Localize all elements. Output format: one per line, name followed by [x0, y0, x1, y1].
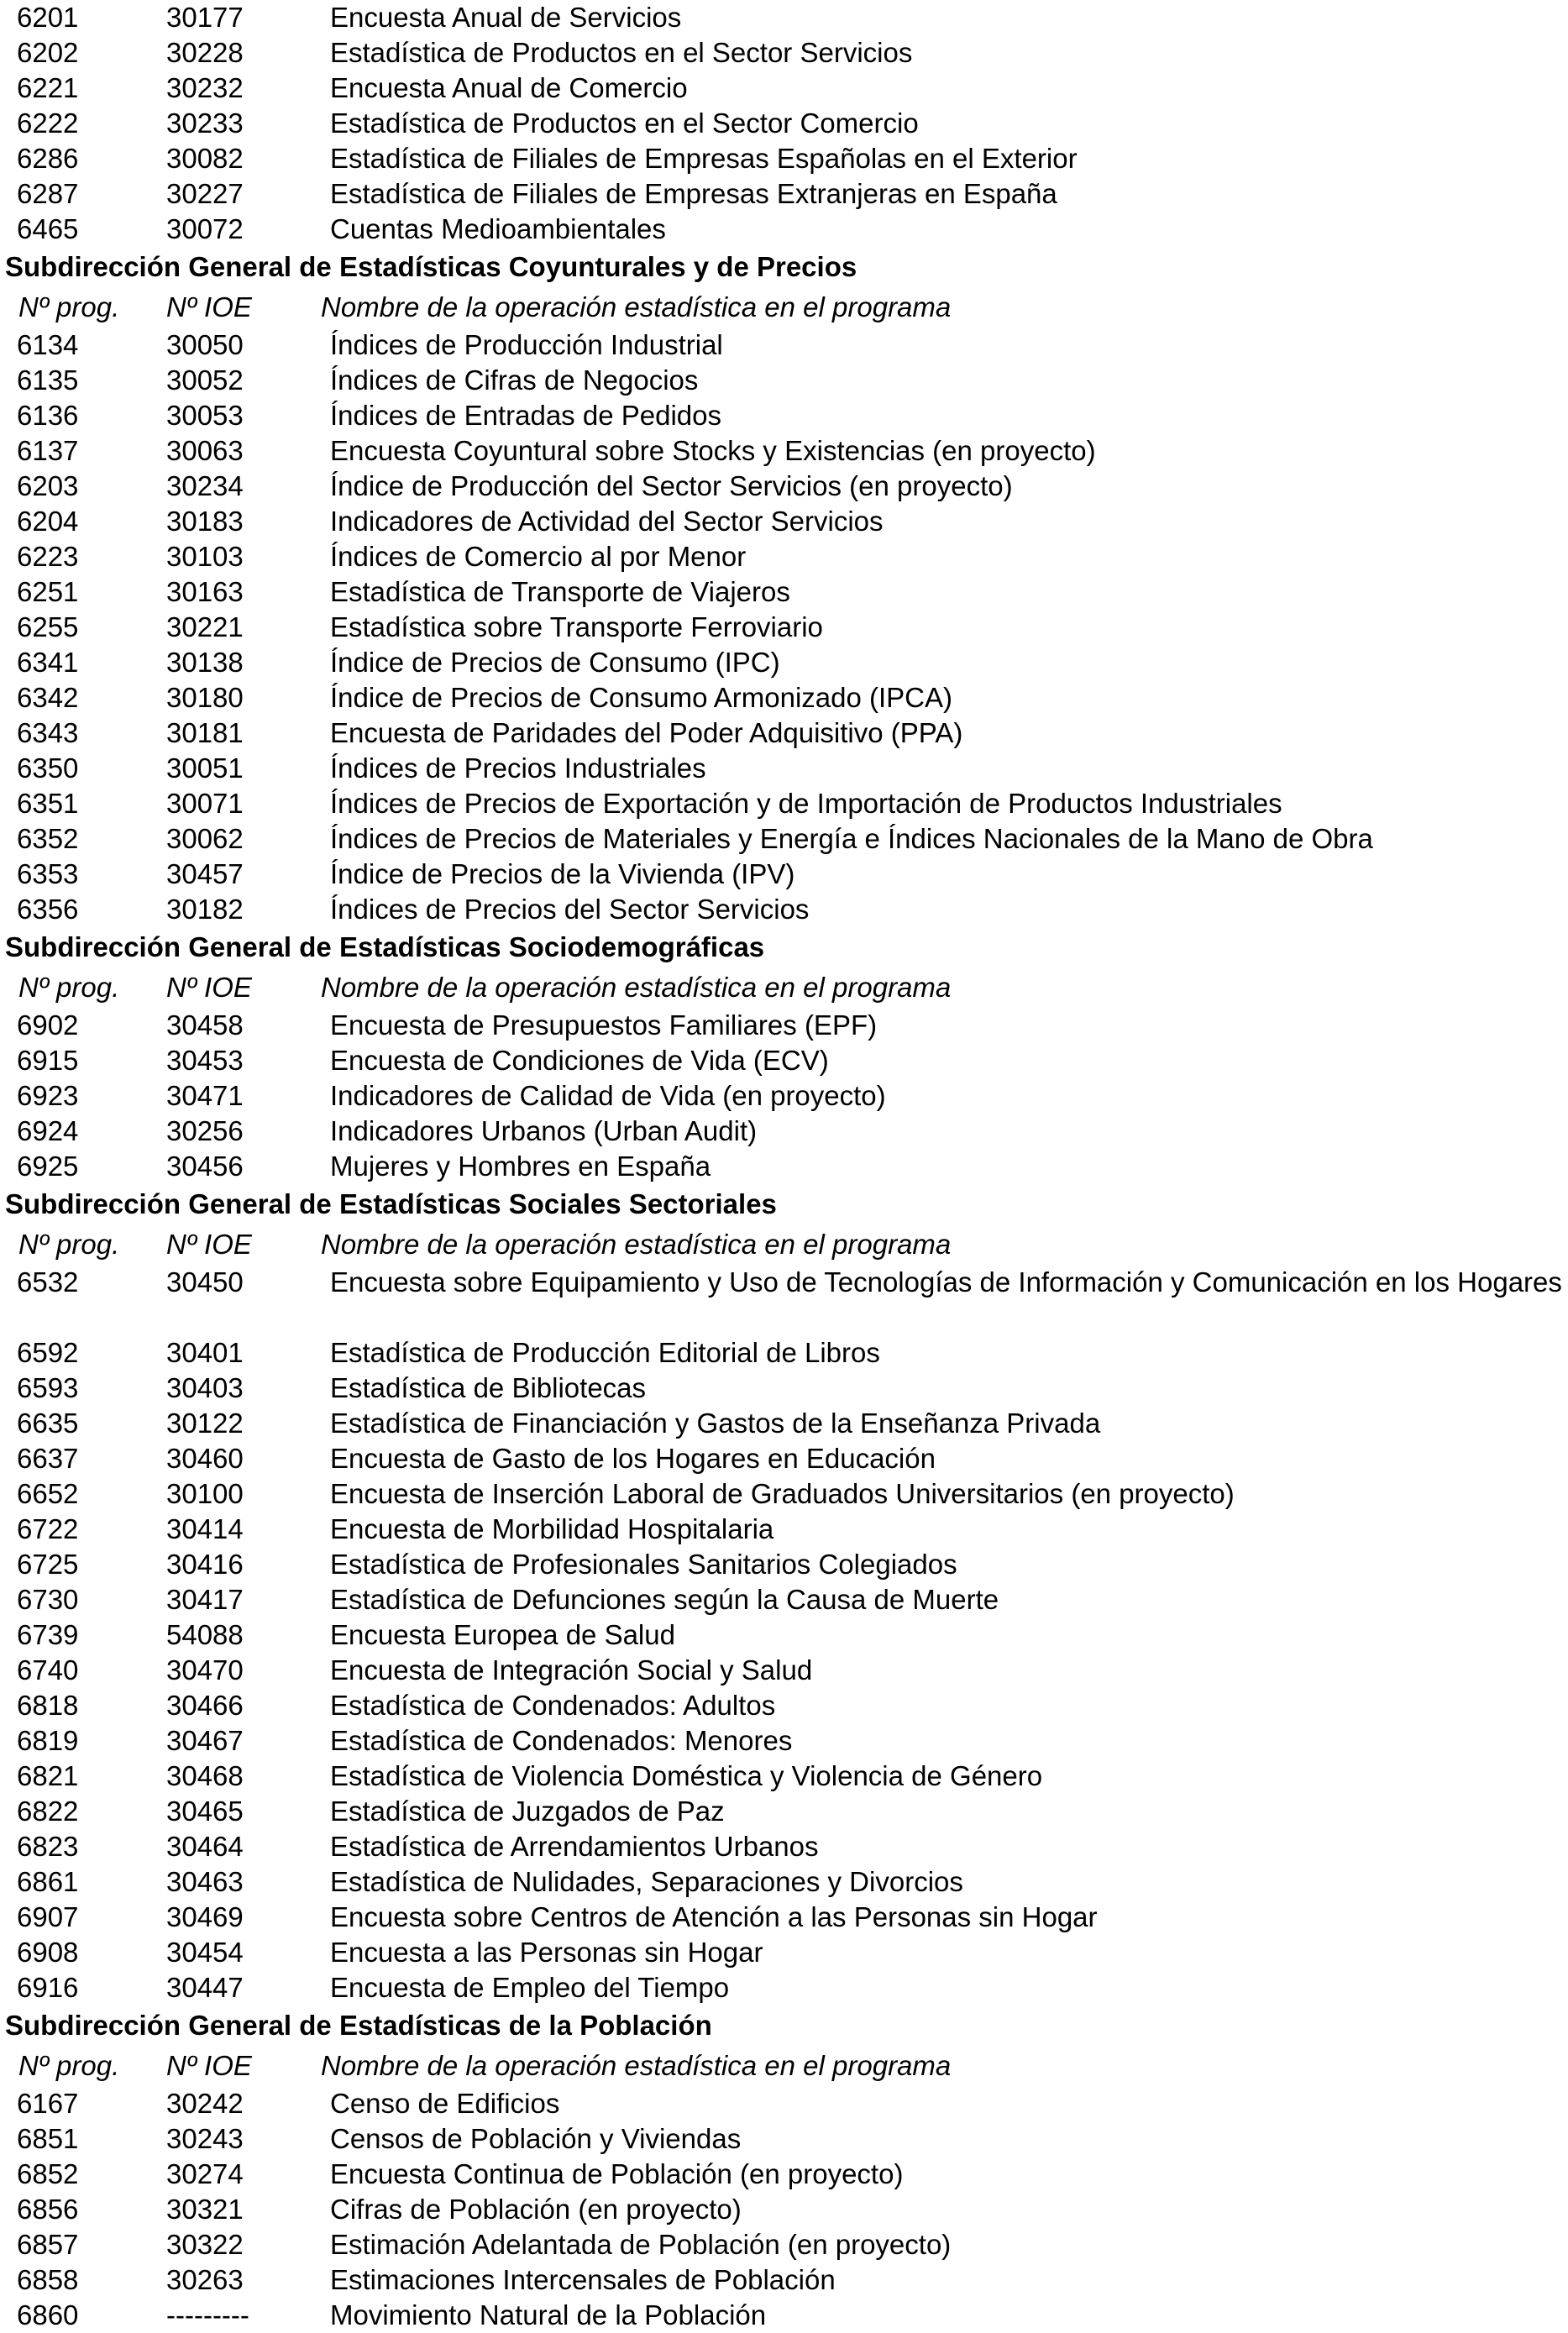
- ioe-number: 30457: [166, 858, 244, 889]
- ioe-number: 30417: [166, 1584, 244, 1615]
- prog-number: 6823: [17, 1831, 79, 1862]
- table-row: [0, 2157, 1568, 2192]
- ioe-number: 30138: [166, 647, 244, 678]
- table-row: [0, 716, 1568, 751]
- prog-number: 6203: [17, 470, 79, 501]
- section-title: Subdirección General de Estadísticas Sociales Sectoriales: [5, 1188, 777, 1219]
- ioe-number: 30183: [166, 506, 244, 537]
- table-row: [0, 751, 1568, 786]
- ioe-number: 30460: [166, 1443, 244, 1474]
- operation-name: Estadística de Financiación y Gastos de la Enseñanza Privada: [330, 1408, 1101, 1439]
- operation-name: Indicadores de Calidad de Vida (en proyecto): [330, 1080, 886, 1111]
- column-header-ioe: Nº IOE: [166, 1229, 252, 1260]
- operation-name: Estadística sobre Transporte Ferroviario: [330, 611, 823, 642]
- prog-number: 6852: [17, 2158, 79, 2189]
- ioe-number: 30274: [166, 2158, 244, 2189]
- operation-name: Movimiento Natural de la Población: [330, 2299, 767, 2330]
- ioe-number: 30181: [166, 717, 244, 748]
- prog-number: 6818: [17, 1690, 79, 1721]
- prog-number: 6924: [17, 1115, 79, 1146]
- ioe-number: 30053: [166, 400, 244, 431]
- ioe-number: 30228: [166, 37, 244, 68]
- ioe-number: 30100: [166, 1478, 244, 1509]
- operation-name: Estadística de Productos en el Sector Servicios: [330, 37, 913, 68]
- table-row: [0, 786, 1568, 821]
- table-row: [0, 610, 1568, 645]
- table-row: [0, 1617, 1568, 1653]
- operation-name: Cuentas Medioambientales: [330, 213, 666, 244]
- prog-number: 6725: [17, 1549, 79, 1580]
- ioe-number: 30465: [166, 1796, 244, 1827]
- operation-name: Índices de Precios del Sector Servicios: [330, 894, 810, 925]
- operation-name: Encuesta de Condiciones de Vida (ECV): [330, 1045, 829, 1076]
- ioe-number: 30051: [166, 752, 244, 784]
- prog-number: 6860: [17, 2299, 79, 2330]
- operation-name: Encuesta de Inserción Laboral de Graduados Universitarios (en proyecto): [330, 1478, 1235, 1509]
- table-row: [0, 212, 1568, 247]
- prog-number: 6821: [17, 1760, 79, 1791]
- ioe-number: 30072: [166, 213, 244, 244]
- ioe-number: 30463: [166, 1866, 244, 1897]
- operation-name: Índices de Cifras de Negocios: [330, 364, 699, 396]
- ioe-number: 30071: [166, 788, 244, 819]
- ioe-number: 30122: [166, 1408, 244, 1439]
- prog-number: 6351: [17, 788, 79, 819]
- table-row: [0, 1335, 1568, 1371]
- operation-name: Encuesta de Paridades del Poder Adquisitivo (PPA): [330, 717, 963, 748]
- table-row: [0, 2192, 1568, 2227]
- operation-name: Encuesta Anual de Comercio: [330, 72, 688, 103]
- table-row: [0, 2227, 1568, 2262]
- prog-number: 6465: [17, 213, 79, 244]
- prog-number: 6137: [17, 435, 79, 466]
- table-row: [0, 1441, 1568, 1476]
- ioe-number: 30256: [166, 1115, 244, 1146]
- prog-number: 6916: [17, 1972, 79, 2003]
- operation-name: Estadística de Transporte de Viajeros: [330, 576, 790, 607]
- column-header-ioe: Nº IOE: [166, 291, 252, 322]
- prog-number: 6202: [17, 37, 79, 68]
- table-row: [0, 141, 1568, 176]
- prog-number: 6856: [17, 2194, 79, 2225]
- table-row: [0, 0, 1568, 35]
- ioe-number: 30263: [166, 2264, 244, 2295]
- ioe-number: 30233: [166, 107, 244, 139]
- prog-number: 6819: [17, 1725, 79, 1756]
- ioe-number: 30182: [166, 894, 244, 925]
- operation-name: Encuesta de Integración Social y Salud: [330, 1654, 813, 1686]
- prog-number: 6221: [17, 72, 79, 103]
- operation-name: Índices de Precios de Exportación y de Importación de Productos Industriales: [330, 788, 1282, 819]
- table-row: [0, 1759, 1568, 1794]
- table-row: [0, 398, 1568, 433]
- prog-number: 6902: [17, 1009, 79, 1041]
- operation-name: Índice de Producción del Sector Servicios (en proyecto): [330, 470, 1013, 501]
- column-header-row: [0, 967, 1568, 1008]
- operation-name: Estadística de Condenados: Menores: [330, 1725, 793, 1756]
- table-row: [0, 1371, 1568, 1406]
- prog-number: 6908: [17, 1937, 79, 1968]
- table-row: [0, 1078, 1568, 1114]
- prog-number: 6204: [17, 506, 79, 537]
- table-row: [0, 1794, 1568, 1829]
- prog-number: 6722: [17, 1513, 79, 1544]
- operation-name: Encuesta a las Personas sin Hogar: [330, 1937, 763, 1968]
- prog-number: 6730: [17, 1584, 79, 1615]
- ioe-number: 30321: [166, 2194, 244, 2225]
- ioe-number: 30469: [166, 1901, 244, 1932]
- operation-name: Estadística de Productos en el Sector Comercio: [330, 107, 919, 139]
- ioe-number: 30403: [166, 1372, 244, 1403]
- table-row: [0, 1149, 1568, 1184]
- ioe-number: 30103: [166, 541, 244, 572]
- prog-number: 6861: [17, 1866, 79, 1897]
- operation-name: Encuesta sobre Equipamiento y Uso de Tecnologías de Información y Comunicación en los Hogares: [330, 1266, 1562, 1298]
- column-header-prog: Nº prog.: [18, 2050, 120, 2081]
- prog-number: 6223: [17, 541, 79, 572]
- table-row: [0, 1723, 1568, 1759]
- operation-name: Estadística de Arrendamientos Urbanos: [330, 1831, 819, 1862]
- operation-name: Encuesta sobre Centros de Atención a las Personas sin Hogar: [330, 1901, 1098, 1932]
- table-row: [0, 1008, 1568, 1043]
- operation-name: Encuesta de Morbilidad Hospitalaria: [330, 1513, 774, 1544]
- prog-number: 6136: [17, 400, 79, 431]
- column-header-prog: Nº prog.: [18, 1229, 120, 1260]
- operation-name: Estimación Adelantada de Población (en proyecto): [330, 2229, 952, 2260]
- operation-name: Estadística de Condenados: Adultos: [330, 1690, 776, 1721]
- prog-number: 6915: [17, 1045, 79, 1076]
- operation-name: Encuesta de Empleo del Tiempo: [330, 1972, 730, 2003]
- prog-number: 6851: [17, 2123, 79, 2154]
- prog-number: 6201: [17, 2, 79, 33]
- table-row: [0, 1582, 1568, 1617]
- column-header-prog: Nº prog.: [18, 291, 120, 322]
- prog-number: 6287: [17, 178, 79, 209]
- operation-name: Encuesta Coyuntural sobre Stocks y Existencias (en proyecto): [330, 435, 1096, 466]
- table-row: [0, 2298, 1568, 2333]
- prog-number: 6857: [17, 2229, 79, 2260]
- section-title: Subdirección General de Estadísticas Coyunturales y de Precios: [5, 251, 857, 282]
- table-row: [0, 106, 1568, 141]
- table-row: [0, 2262, 1568, 2298]
- ioe-number: 30416: [166, 1549, 244, 1580]
- table-row: [0, 1829, 1568, 1864]
- table-row: [0, 35, 1568, 71]
- ioe-number: 30450: [166, 1266, 244, 1298]
- column-header-name: Nombre de la operación estadística en el programa: [321, 2050, 952, 2081]
- operation-name: Indicadores de Actividad del Sector Servicios: [330, 506, 884, 537]
- table-row: [0, 1512, 1568, 1547]
- ioe-number: 30227: [166, 178, 244, 209]
- column-header-name: Nombre de la operación estadística en el programa: [321, 972, 952, 1003]
- operation-name: Índices de Precios de Materiales y Energía e Índices Nacionales de la Mano de Obra: [330, 823, 1373, 854]
- operation-name: Encuesta Continua de Población (en proyecto): [330, 2158, 904, 2189]
- prog-number: 6652: [17, 1478, 79, 1509]
- table-row: [0, 1265, 1568, 1335]
- ioe-number: 30221: [166, 611, 244, 642]
- ioe-number: 30052: [166, 364, 244, 396]
- operation-name: Estadística de Violencia Doméstica y Violencia de Género: [330, 1760, 1043, 1791]
- prog-number: 6907: [17, 1901, 79, 1932]
- column-header-name: Nombre de la operación estadística en el programa: [321, 1229, 952, 1260]
- operation-name: Encuesta de Presupuestos Familiares (EPF): [330, 1009, 878, 1041]
- table-row: [0, 821, 1568, 857]
- table-row: [0, 1935, 1568, 1970]
- column-header-row: [0, 287, 1568, 328]
- prog-number: 6822: [17, 1796, 79, 1827]
- prog-number: 6135: [17, 364, 79, 396]
- table-row: [0, 469, 1568, 504]
- table-row: [0, 1043, 1568, 1078]
- operation-name: Cifras de Población (en proyecto): [330, 2194, 742, 2225]
- prog-number: 6350: [17, 752, 79, 784]
- ioe-number: 30466: [166, 1690, 244, 1721]
- table-row: [0, 2121, 1568, 2157]
- ioe-number: 30401: [166, 1337, 244, 1368]
- operation-name: Indicadores Urbanos (Urban Audit): [330, 1115, 758, 1146]
- section-title: Subdirección General de Estadísticas de la Población: [5, 2010, 712, 2041]
- ioe-number: 30467: [166, 1725, 244, 1756]
- ioe-number: 30414: [166, 1513, 244, 1544]
- operation-name: Índices de Producción Industrial: [330, 329, 723, 360]
- table-row: [0, 363, 1568, 398]
- operation-name: Mujeres y Hombres en España: [330, 1151, 711, 1182]
- ioe-number: 30243: [166, 2123, 244, 2154]
- operation-name: Índice de Precios de la Vivienda (IPV): [330, 858, 795, 889]
- prog-number: 6341: [17, 647, 79, 678]
- prog-number: 6532: [17, 1266, 79, 1298]
- ioe-number: 30447: [166, 1972, 244, 2003]
- ioe-number: 54088: [166, 1619, 244, 1650]
- table-row: [0, 1900, 1568, 1935]
- ioe-number: 30234: [166, 470, 244, 501]
- column-header-prog: Nº prog.: [18, 972, 120, 1003]
- operation-name: Estimaciones Intercensales de Población: [330, 2264, 836, 2295]
- column-header-ioe: Nº IOE: [166, 2050, 252, 2081]
- column-header-row: [0, 1224, 1568, 1265]
- ioe-number: 30063: [166, 435, 244, 466]
- prog-number: 6353: [17, 858, 79, 889]
- prog-number: 6739: [17, 1619, 79, 1650]
- table-row: [0, 539, 1568, 574]
- table-row: [0, 574, 1568, 610]
- table-row: [0, 645, 1568, 680]
- operation-name: Índice de Precios de Consumo Armonizado (IPCA): [330, 682, 953, 713]
- prog-number: 6222: [17, 107, 79, 139]
- ioe-number: 30163: [166, 576, 244, 607]
- section-title: Subdirección General de Estadísticas Sociodemográficas: [5, 931, 765, 962]
- operation-name: Estadística de Filiales de Empresas Españolas en el Exterior: [330, 143, 1078, 174]
- prog-number: 6593: [17, 1372, 79, 1403]
- ioe-number: 30471: [166, 1080, 244, 1111]
- operation-name: Censos de Población y Viviendas: [330, 2123, 742, 2154]
- column-header-ioe: Nº IOE: [166, 972, 252, 1003]
- prog-number: 6858: [17, 2264, 79, 2295]
- prog-number: 6251: [17, 576, 79, 607]
- ioe-number: 30464: [166, 1831, 244, 1862]
- ioe-number: 30232: [166, 72, 244, 103]
- ioe-number: ---------: [166, 2299, 249, 2330]
- prog-number: 6637: [17, 1443, 79, 1474]
- table-row: [0, 1547, 1568, 1582]
- operation-name: Estadística de Defunciones según la Causa de Muerte: [330, 1584, 999, 1615]
- ioe-number: 30456: [166, 1151, 244, 1182]
- operation-name: Estadística de Nulidades, Separaciones y Divorcios: [330, 1866, 963, 1897]
- operation-name: Estadística de Juzgados de Paz: [330, 1796, 725, 1827]
- table-row: [0, 857, 1568, 892]
- table-row: [0, 433, 1568, 469]
- prog-number: 6592: [17, 1337, 79, 1368]
- prog-number: 6286: [17, 143, 79, 174]
- operation-name: Censo de Edificios: [330, 2088, 560, 2119]
- prog-number: 6740: [17, 1654, 79, 1686]
- ioe-number: 30242: [166, 2088, 244, 2119]
- operation-name: Estadística de Bibliotecas: [330, 1372, 647, 1403]
- table-row: [0, 1653, 1568, 1688]
- table-row: [0, 328, 1568, 363]
- ioe-number: 30458: [166, 1009, 244, 1041]
- prog-number: 6356: [17, 894, 79, 925]
- ioe-number: 30470: [166, 1654, 244, 1686]
- column-header-row: [0, 2046, 1568, 2086]
- table-row: [0, 1970, 1568, 2005]
- table-row: [0, 892, 1568, 927]
- table-row: [0, 176, 1568, 212]
- operation-name: Índices de Precios Industriales: [330, 752, 706, 784]
- table-row: [0, 1864, 1568, 1900]
- ioe-number: 30177: [166, 2, 244, 33]
- ioe-number: 30050: [166, 329, 244, 360]
- operation-name: Encuesta Anual de Servicios: [330, 2, 682, 33]
- table-row: [0, 1114, 1568, 1149]
- table-row: [0, 1406, 1568, 1441]
- operation-name: Índices de Entradas de Pedidos: [330, 400, 721, 431]
- prog-number: 6635: [17, 1408, 79, 1439]
- operation-name: Estadística de Profesionales Sanitarios Colegiados: [330, 1549, 957, 1580]
- ioe-number: 30454: [166, 1937, 244, 1968]
- prog-number: 6923: [17, 1080, 79, 1111]
- prog-number: 6352: [17, 823, 79, 854]
- ioe-number: 30453: [166, 1045, 244, 1076]
- table-row: [0, 504, 1568, 539]
- table-row: [0, 680, 1568, 716]
- prog-number: 6343: [17, 717, 79, 748]
- prog-number: 6167: [17, 2088, 79, 2119]
- column-header-name: Nombre de la operación estadística en el programa: [321, 291, 952, 322]
- operation-name: Encuesta Europea de Salud: [330, 1619, 675, 1650]
- operation-name: Estadística de Filiales de Empresas Extranjeras en España: [330, 178, 1057, 209]
- table-row: [0, 2086, 1568, 2121]
- ioe-number: 30180: [166, 682, 244, 713]
- ioe-number: 30322: [166, 2229, 244, 2260]
- operation-name: Índices de Comercio al por Menor: [330, 541, 747, 572]
- table-row: [0, 1688, 1568, 1723]
- ioe-number: 30468: [166, 1760, 244, 1791]
- table-row: [0, 1476, 1568, 1512]
- prog-number: 6134: [17, 329, 79, 360]
- prog-number: 6255: [17, 611, 79, 642]
- prog-number: 6342: [17, 682, 79, 713]
- operation-name: Encuesta de Gasto de los Hogares en Educación: [330, 1443, 936, 1474]
- operation-name: Estadística de Producción Editorial de Libros: [330, 1337, 880, 1368]
- prog-number: 6925: [17, 1151, 79, 1182]
- operation-name: Índice de Precios de Consumo (IPC): [330, 647, 780, 678]
- ioe-number: 30062: [166, 823, 244, 854]
- table-row: [0, 71, 1568, 106]
- ioe-number: 30082: [166, 143, 244, 174]
